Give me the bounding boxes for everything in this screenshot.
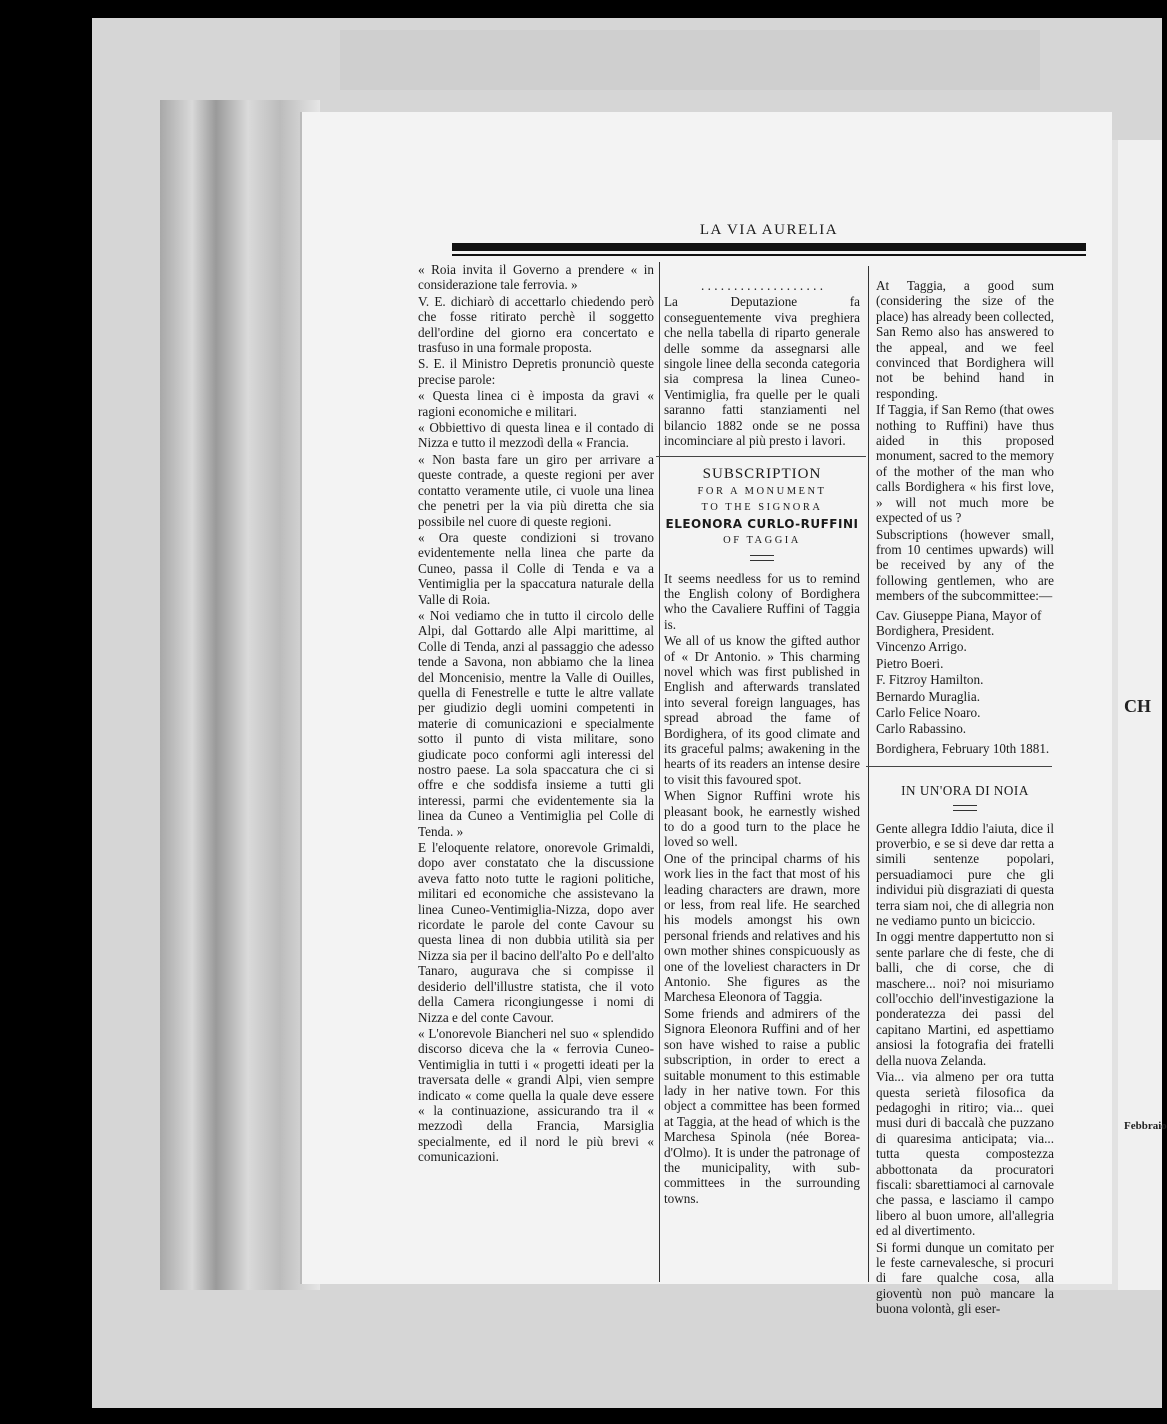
section-divider bbox=[656, 456, 866, 457]
list-item: Bernardo Muraglia. bbox=[876, 688, 980, 704]
ornament-rule bbox=[750, 555, 774, 561]
paragraph: Si formi dunque un comitato per le feste carnevalesche, si procuri di fare qualche cosa, alla gioventù non può mancare la buona volontà, gli eser- bbox=[876, 1239, 1054, 1317]
column-right bbox=[876, 278, 1054, 1318]
paragraph: When Signor Ruffini wrote his pleasant book, he earnestly wished to do a good turn to the place he loved so well. bbox=[664, 788, 860, 850]
paragraph: We all of us know the gifted author of « Dr Antonio. » This charming novel which was first published in English and afterwards translated into several foreign languages, has spread abroad the fame of Bordighera, of its good climate and its graceful palms; awakening in the hearts of its readers an intense desire to visit this favoured spot. bbox=[664, 633, 860, 787]
paragraph: Some friends and admirers of the Signora Eleonora Ruffini and of her son have wished to raise a public subscription, in order to erect a suitable monument to this estimable lady in her native town. For this object a committee has been formed at Taggia, at the head of which is the Marchesa Spinola (née Borea-d'Olmo). It is under the patronage of the municipality, with sub-committees in the surrounding towns. bbox=[664, 1005, 860, 1206]
paragraph: If Taggia, if San Remo (that owes nothing to Ruffini) have thus aided in this proposed monument, sacred to the memory of the mother of the man who calls Bordighera « his first love, » will not much more be expected of us ? bbox=[876, 402, 1054, 526]
paragraph: E l'eloquente relatore, onorevole Grimaldi, dopo aver constatato che la discussione aveva fatto noto tutte le ragioni politiche, militari ed economiche che assistevano la linea Cuneo-Ventimiglia-Nizza, dopo aver ricordate le parole del conte Cavour su questa linea di non dubbia utilità sia per Nizza sia per il bacino dell'alto Po e dell'alto Tanaro, augurava che si compisse il desiderio dell'illustre statista, che il voto della Camera ricongiungesse i nomi di Nizza e del conte Cavour. bbox=[418, 840, 654, 1025]
column-divider bbox=[868, 266, 869, 1282]
masthead-rule-thin bbox=[452, 254, 1086, 256]
section-divider bbox=[866, 766, 1052, 767]
paragraph: Gente allegra Iddio l'aiuta, dice il proverbio, e se si deve dar retta a simili sentenze popolari, persuadiamoci pure che gli individui più disgraziati di questa terra siam noi, che di allegria non ne vediamo punto un biciccio. bbox=[876, 820, 1054, 929]
list-item: Carlo Felice Noaro. bbox=[876, 704, 981, 720]
paragraph: « Non basta fare un giro per arrivare a queste contrade, a queste regioni per aver contatto veramente utile, ci vuole una linea che penetri per la via più diretta che sia possibile nel cuore di queste regioni. bbox=[418, 451, 654, 529]
paragraph: « Roia invita il Governo a prendere « in considerazione tale ferrovia. » bbox=[418, 262, 654, 293]
paragraph: V. E. dichiarò di accettarlo chiedendo però che fosse ritirato perchè il soggetto dell'ordine del giorno era concertato e trasfuso in una formale proposta. bbox=[418, 293, 654, 356]
paragraph: La Deputazione fa conseguentemente viva preghiera che nella tabella di riparto generale delle somme da assegnarsi alle singole linee della seconda categoria sia compresa la linea Cuneo-Ventimiglia, fra quelle per le quali saranno fatti stanziamenti nel bilancio 1882 onde se ne possa incominciare al più presto i lavori. bbox=[664, 294, 860, 449]
paragraph: « L'onorevole Biancheri nel suo « splendido discorso diceva che la « ferrovia Cuneo-Ventimiglia in tutti i « progetti ideati per la traversata delle « grandi Alpi, vien sempre indicato « come quella la quale deve essere « la continuazione, assicurando tra il « mezzodì della Francia, Marsiglia specialmente, ed il nord le più brevi « comunicazioni. bbox=[418, 1025, 654, 1165]
paragraph: « Ora queste condizioni si trovano evidentemente nella linea che parte da Cuneo, passa il Colle di Tenda e va a Ventimiglia per la spaccatura naturale della Valle di Roia. bbox=[418, 529, 654, 607]
paragraph: One of the principal charms of his work lies in the fact that most of his leading characters are drawn, more or less, from real life. He searched his models amongst his own personal friends and relatives and his own mother shines conspicuously as one of the loveliest characters in Dr Antonio. She figures as the Marchesa Eleonora of Taggia. bbox=[664, 850, 860, 1005]
dateline: Bordighera, February 10th 1881. bbox=[876, 740, 1050, 756]
column-divider bbox=[659, 262, 660, 1282]
adjacent-page-heading: CH bbox=[1124, 696, 1151, 716]
paragraph: « Noi vediamo che in tutto il circolo delle Alpi, dal Gottardo alle Alpi marittime, al Colle di Tenda, anzi al passaggio che adesso tende a Savona, non abbiamo che la linea del Moncenisio, mentre la Valle di Ouilles, quella di Fenestrelle e tutte le altre vallate per giudizio degli uomini competenti in materie di comunicazioni e specialmente sotto il punto di vista militare, sono giudicate poco conformi agli interessi del nostro paese. La sola spaccatura che ci si offre e che soddisfa insieme a tutti gli interessi, parmi che evidentemente sia la linea da Cuneo a Ventimiglia pel Colle di Tenda. » bbox=[418, 607, 654, 839]
list-item: Vincenzo Arrigo. bbox=[876, 639, 967, 655]
bound-page-edges bbox=[160, 100, 320, 1290]
underlying-page-top bbox=[340, 30, 1040, 90]
section-subheading: TO THE SIGNORA bbox=[701, 502, 823, 514]
column-left bbox=[418, 262, 654, 1166]
list-item: Carlo Rabassino. bbox=[876, 721, 967, 737]
list-item: Pietro Boeri. bbox=[876, 655, 944, 671]
paragraph: It seems needless for us to remind the English colony of Bordighera who the Cavaliere Ruffini of Taggia is. bbox=[664, 570, 860, 632]
section-heading: IN UN'ORA DI NOIA bbox=[901, 783, 1029, 799]
ornament-rule bbox=[953, 805, 977, 811]
section-name: ELEONORA CURLO-RUFFINI bbox=[665, 516, 859, 531]
paragraph: S. E. il Ministro Depretis pronunciò queste precise parole: bbox=[418, 356, 654, 387]
paragraph: « Questa linea ci è imposta da gravi « ragioni economiche e militari. bbox=[418, 388, 654, 419]
masthead: LA VIA AURELIA bbox=[699, 222, 839, 238]
paragraph: « Obbiettivo di questa linea e il contado di Nizza e tutto il mezzodì della « Francia. bbox=[418, 420, 654, 451]
committee-list bbox=[876, 608, 1054, 737]
section-subheading: OF TAGGIA bbox=[723, 535, 801, 547]
section-heading: SUBSCRIPTION bbox=[702, 466, 822, 483]
paragraph: In oggi mentre dappertutto non si sente parlare che di feste, che di balli, che di corse, che di maschere... noi? noi misuriamo coll'occhio dell'investigazione la ponderatezza dei passi del capitano Martini, ed aspettiamo ansiosi la fotografia dei fratelli della nuova Zelanda. bbox=[876, 929, 1054, 1068]
paragraph: Subscriptions (however small, from 10 centimes upwards) will be received by any of the following gentlemen, who are members of the subcommittee:— bbox=[876, 526, 1054, 604]
section-subheading: FOR A MONUMENT bbox=[697, 485, 827, 497]
adjacent-page-label: Febbraio bbox=[1124, 1120, 1167, 1132]
column-middle bbox=[664, 278, 860, 1207]
paragraph: At Taggia, a good sum (considering the size of the place) has already been collected, San Remo also has answered to the appeal, and we feel convinced that Bordighera will not be behind hand in responding. bbox=[876, 278, 1054, 401]
list-item: F. Fitzroy Hamilton. bbox=[876, 672, 984, 688]
masthead-rule bbox=[452, 243, 1086, 251]
list-item: Cav. Giuseppe Piana, Mayor of Bordighera, President. bbox=[876, 607, 1042, 638]
dotted-leader: . . . . . . . . . . . . . . . . . . . bbox=[701, 278, 823, 293]
paragraph: Via... via almeno per ora tutta questa serietà filosofica da pedagoghi in ritiro; via... quei musi duri di baccalà che puzzano di quaresima anticipata; via... tutta questa compostezza abbottonata da procuratori fiscali: sbarettiamoci al carnovale che passa, e lasciamo il campo libero al buon umore, all'allegria ed al divertimento. bbox=[876, 1069, 1054, 1239]
